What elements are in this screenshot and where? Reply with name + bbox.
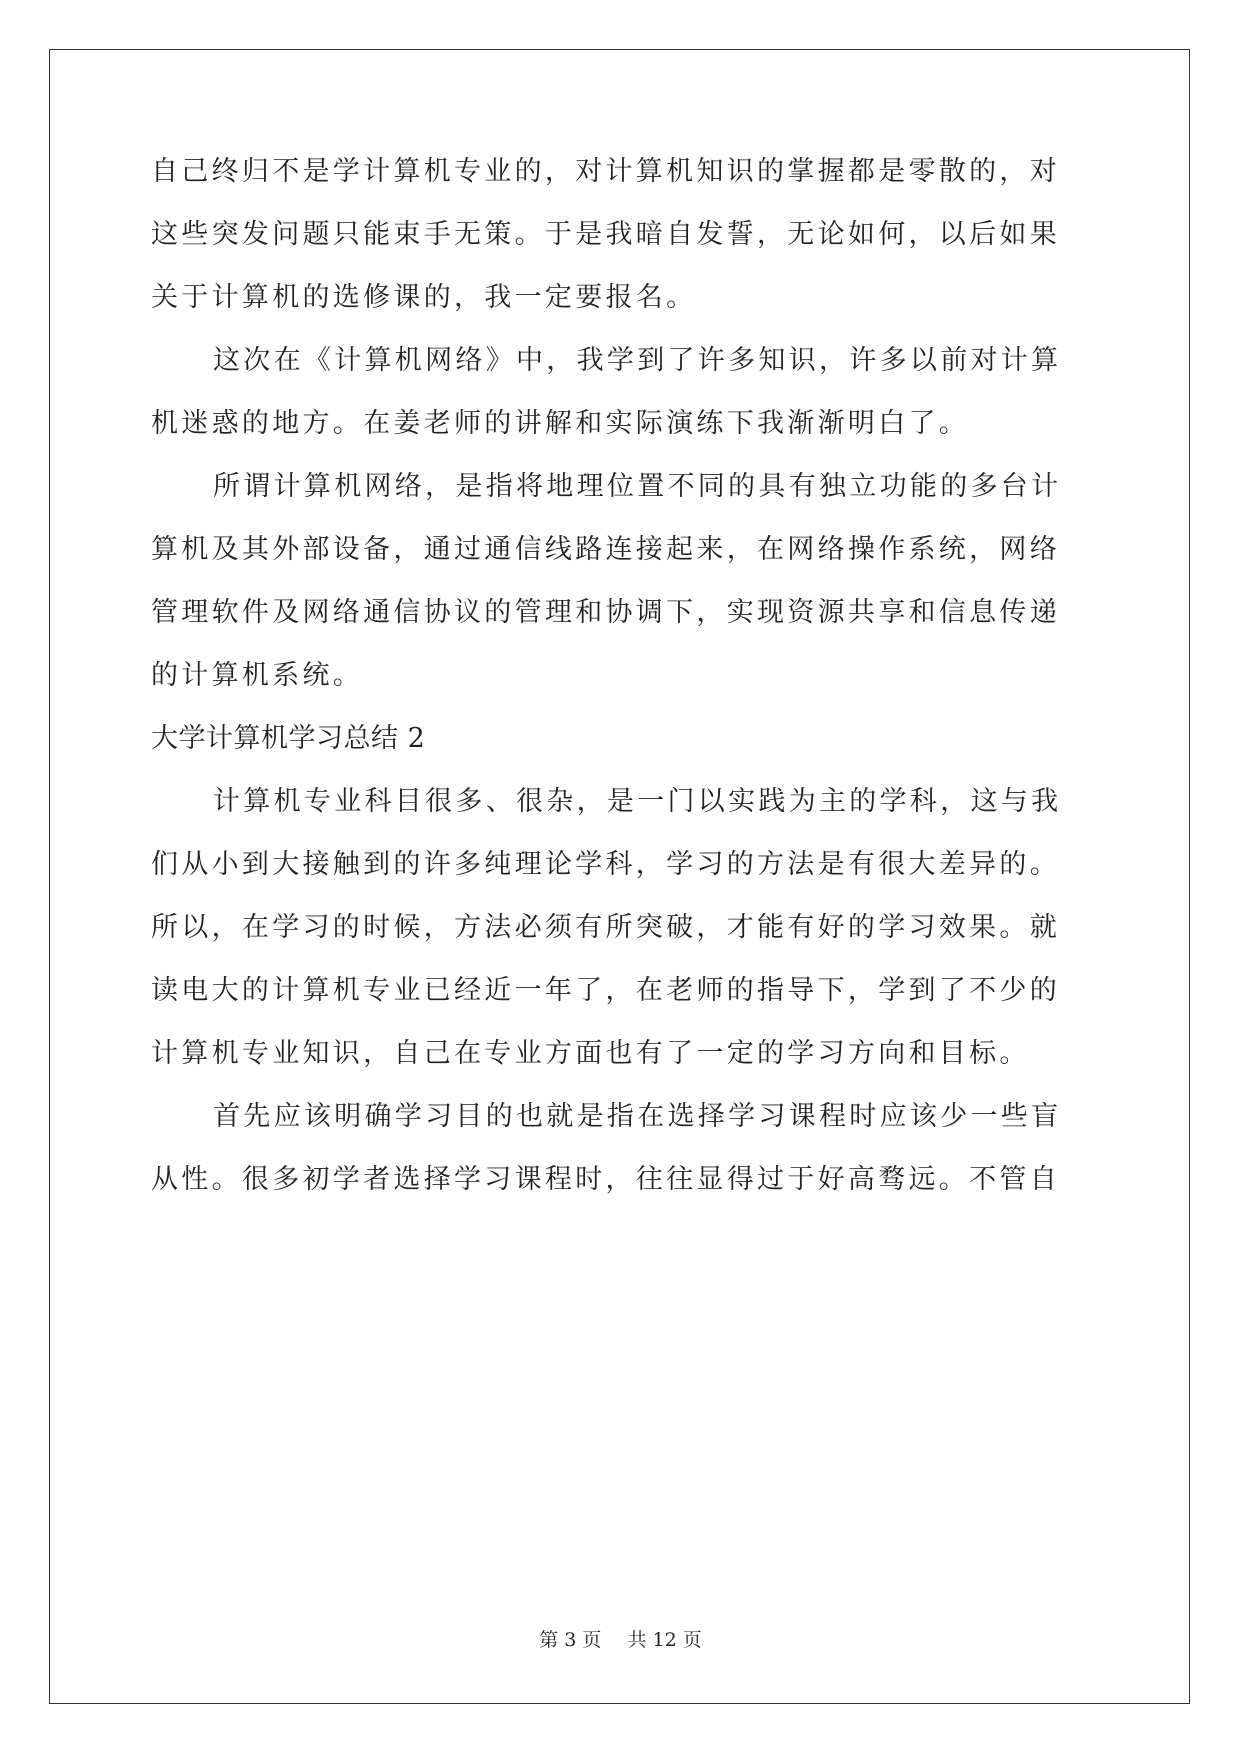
- section-heading: 大学计算机学习总结 2: [151, 723, 426, 754]
- text-line: 所谓计算机网络，是指将地理位置不同的具有独立功能的多台计: [213, 471, 1062, 502]
- text-line: 首先应该明确学习目的也就是指在选择学习课程时应该少一些盲: [213, 1101, 1062, 1132]
- text-line: 读电大的计算机专业已经近一年了，在老师的指导下，学到了不少的: [151, 975, 1060, 1006]
- page-number-total: 共 12 页: [627, 1629, 702, 1651]
- text-line: 这些突发问题只能束手无策。于是我暗自发誓，无论如何，以后如果: [151, 219, 1060, 250]
- text-line: 关于计算机的选修课的，我一定要报名。: [151, 282, 697, 313]
- text-line: 算机及其外部设备，通过通信线路连接起来，在网络操作系统，网络: [151, 534, 1060, 565]
- text-line: 这次在《计算机网络》中，我学到了许多知识，许多以前对计算: [213, 345, 1062, 376]
- text-line: 管理软件及网络通信协议的管理和协调下，实现资源共享和信息传递: [151, 597, 1060, 628]
- text-line: 自己终归不是学计算机专业的，对计算机知识的掌握都是零散的，对: [151, 156, 1060, 187]
- text-line: 机迷惑的地方。在姜老师的讲解和实际演练下我渐渐明白了。: [151, 408, 970, 439]
- page-footer: [0, 1625, 1241, 1652]
- document-body: [151, 140, 1091, 1211]
- text-line: 计算机专业知识，自己在专业方面也有了一定的学习方向和目标。: [151, 1038, 1030, 1069]
- text-line: 从性。很多初学者选择学习课程时，往往显得过于好高骛远。不管自: [151, 1164, 1060, 1195]
- text-line: 的计算机系统。: [151, 660, 364, 691]
- text-line: 所以，在学习的时候，方法必须有所突破，才能有好的学习效果。就: [151, 912, 1060, 943]
- text-line: 们从小到大接触到的许多纯理论学科，学习的方法是有很大差异的。: [151, 849, 1060, 880]
- page-number-current: 第 3 页: [539, 1629, 602, 1651]
- text-line: 计算机专业科目很多、很杂，是一门以实践为主的学科，这与我: [213, 786, 1062, 817]
